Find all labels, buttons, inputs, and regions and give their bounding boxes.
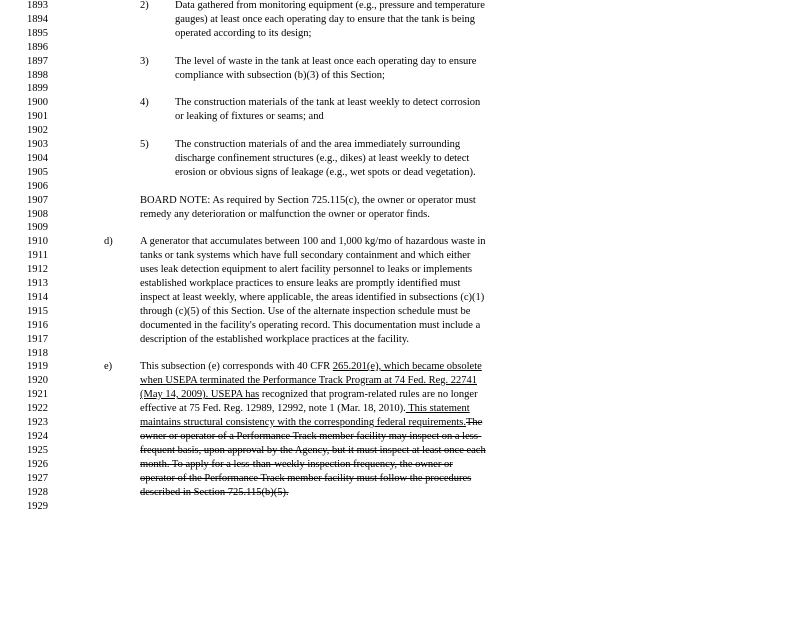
line-number: 1901 <box>27 111 48 122</box>
deleted-text: operator of the Performance Track member facility must follow the procedures <box>140 473 472 484</box>
line-number: 1924 <box>27 431 48 442</box>
line-number: 1909 <box>27 222 48 233</box>
text-line: operated according to its design; <box>175 28 312 39</box>
text-line: The level of waste in the tank at least once each operating day to ensure <box>175 56 477 67</box>
line-number: 1894 <box>27 14 48 25</box>
line-number: 1918 <box>27 348 48 359</box>
plain-text: recognized that program-related rules are no longer <box>259 389 478 400</box>
text-line <box>140 444 486 458</box>
text-line <box>140 360 482 374</box>
line-number: 1903 <box>27 139 48 150</box>
line-number: 1923 <box>27 417 48 428</box>
line-number: 1911 <box>27 250 48 261</box>
text-line: through (c)(5) of this Section. Use of the alternate inspection schedule must be <box>140 306 471 317</box>
line-number: 1919 <box>27 361 48 372</box>
line-number: 1897 <box>27 56 48 67</box>
line-number: 1906 <box>27 181 48 192</box>
line-number: 1905 <box>27 167 48 178</box>
line-number: 1926 <box>27 459 48 470</box>
line-number: 1915 <box>27 306 48 317</box>
line-number: 1904 <box>27 153 48 164</box>
line-number: 1899 <box>27 83 48 94</box>
text-line: inspect at least weekly, where applicable, the areas identified in subsections (c)(1) <box>140 292 485 303</box>
line-number: 1922 <box>27 403 48 414</box>
plain-text: This subsection (e) corresponds with 40 CFR <box>140 361 333 372</box>
text-line: uses leak detection equipment to alert facility personnel to leaks or implements <box>140 264 473 275</box>
deleted-text: frequent basis, upon approval by the Agency, but it must inspect at least once each <box>140 445 486 456</box>
text-line <box>140 374 477 388</box>
line-number: 1900 <box>27 97 48 108</box>
text-line: or leaking of fixtures or seams; and <box>175 111 324 122</box>
text-line: established workplace practices to ensure leaks are promptly identified must <box>140 278 461 289</box>
text-line: The construction materials of the tank at least weekly to detect corrosion <box>175 97 481 108</box>
line-number: 1912 <box>27 264 48 275</box>
inserted-text: 265.201(e), which became obsolete <box>332 361 482 372</box>
line-number: 1925 <box>27 445 48 456</box>
text-line: documented in the facility's operating record. This documentation must include a <box>140 320 481 331</box>
line-number: 1914 <box>27 292 48 303</box>
line-number: 1896 <box>27 42 48 53</box>
line-number: 1920 <box>27 375 48 386</box>
line-number: 1907 <box>27 195 48 206</box>
paragraph-marker: e) <box>104 361 113 372</box>
line-number: 1921 <box>27 389 48 400</box>
line-number: 1929 <box>27 501 48 512</box>
line-number: 1927 <box>27 473 48 484</box>
inserted-text: (May 14, 2009). USEPA has <box>140 389 260 400</box>
text-line: remedy any deterioration or malfunction the owner or operator finds. <box>140 209 430 220</box>
list-marker: 4) <box>140 97 149 108</box>
list-marker: 2) <box>140 0 149 11</box>
text-line: erosion or obvious signs of leakage (e.g., wet spots or dead vegetation). <box>175 167 476 178</box>
text-line: Data gathered from monitoring equipment (e.g., pressure and temperature <box>175 0 485 11</box>
text-line <box>140 486 289 500</box>
text-line <box>140 430 481 444</box>
line-number: 1916 <box>27 320 48 331</box>
list-marker: 3) <box>140 56 149 67</box>
text-line <box>140 388 478 402</box>
deleted-text: owner or operator of a Performance Track member facility may inspect on a less- <box>140 431 482 442</box>
line-number: 1917 <box>27 334 48 345</box>
plain-text: effective at 75 Fed. Reg. 12989, 12992, note 1 (Mar. 18, 2010). <box>140 403 406 414</box>
deleted-text: month. To apply for a less-than-weekly inspection frequency, the owner or <box>140 459 453 470</box>
text-line: description of the established workplace practices at the facility. <box>140 334 410 345</box>
line-number: 1910 <box>27 236 48 247</box>
paragraph-marker: d) <box>104 236 113 247</box>
line-number: 1895 <box>27 28 48 39</box>
text-line <box>140 458 453 472</box>
text-line: compliance with subsection (b)(3) of this Section; <box>175 70 385 81</box>
text-line: BOARD NOTE: As required by Section 725.115(c), the owner or operator must <box>140 195 476 206</box>
text-line <box>140 416 482 430</box>
inserted-text: maintains structural consistency with the corresponding federal requirements. <box>140 417 466 428</box>
text-line: A generator that accumulates between 100 and 1,000 kg/mo of hazardous waste in <box>140 236 486 247</box>
inserted-text: when USEPA terminated the Performance Track Program at 74 Fed. Reg. 22741 <box>140 375 478 386</box>
deleted-text: described in Section 725.115(b)(5). <box>140 487 289 498</box>
line-number: 1893 <box>27 0 48 11</box>
text-line: gauges) at least once each operating day to ensure that the tank is being <box>175 14 476 25</box>
line-number: 1908 <box>27 209 48 220</box>
text-line: The construction materials of and the area immediately surrounding <box>175 139 461 150</box>
text-line <box>140 472 471 486</box>
line-number: 1913 <box>27 278 48 289</box>
text-line <box>140 402 470 416</box>
line-number: 1898 <box>27 70 48 81</box>
text-line: discharge confinement structures (e.g., dikes) at least weekly to detect <box>175 153 470 164</box>
inserted-text: This statement <box>405 403 470 414</box>
deleted-text: The <box>465 417 483 428</box>
line-number: 1928 <box>27 487 48 498</box>
list-marker: 5) <box>140 139 149 150</box>
text-line: tanks or tank systems which have full secondary containment and which either <box>140 250 471 261</box>
line-number: 1902 <box>27 125 48 136</box>
